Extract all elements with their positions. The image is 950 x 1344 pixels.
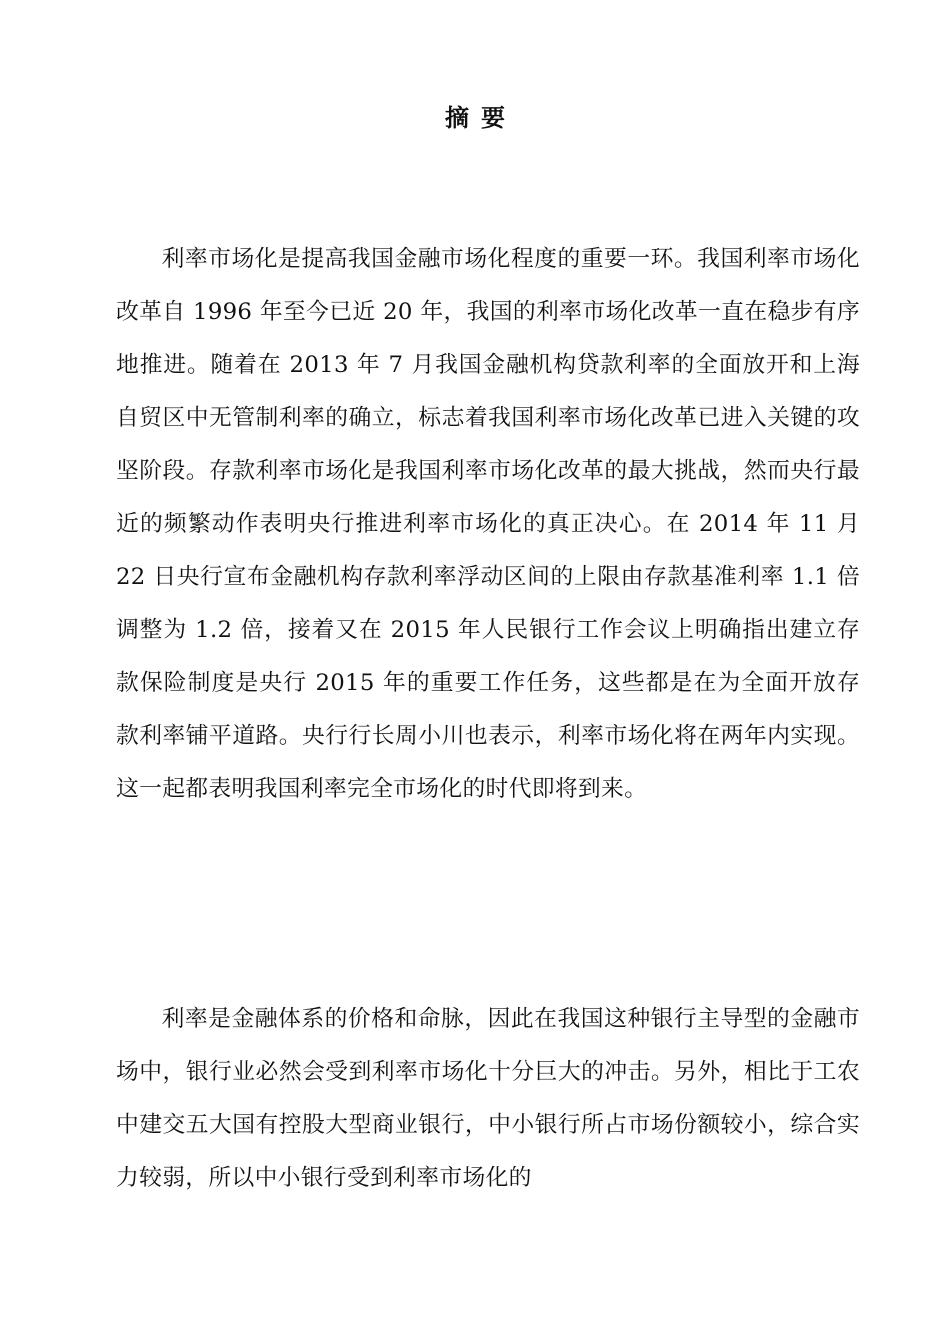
paragraph-1: 利率市场化是提高我国金融市场化程度的重要一环。我国利率市场化改革自 1996 年至今已近 20 年，我国的利率市场化改革一直在稳步有序地推进。随着在 2013 年 7 月我国金融机构贷款利率的全面放开和上海自贸区中无管制利率的确立，标志着我国利率市场化改革已进入关键的攻坚阶段。存款利率市场化是我国利率市场化改革的最大挑战，然而央行最近的频繁动作表明央行推进利率市场化的真正决心。在 2014 年 11 月 22 日央行宣布金融机构存款利率浮动区间的上限由存款基准利率 1.1 倍调整为 1.2 倍，接着又在 2015 年人民银行工作会议上明确指出建立存款保险制度是央行 2015 年的重要工作任务，这些都是在为全面开放存款利率铺平道路。央行行长周小川也表示，利率市场化将在两年内实现。这一起都表明我国利率完全市场化的时代即将到来。 — [116, 246, 860, 802]
paragraph-2: 利率是金融体系的价格和命脉，因此在我国这种银行主导型的金融市场中，银行业必然会受到利率市场化十分巨大的冲击。另外，相比于工农中建交五大国有控股大型商业银行，中小银行所占市场份额较小，综合实力较弱，所以中小银行受到利率市场化的 — [116, 1006, 860, 1191]
page-title: 摘要 — [445, 104, 517, 132]
